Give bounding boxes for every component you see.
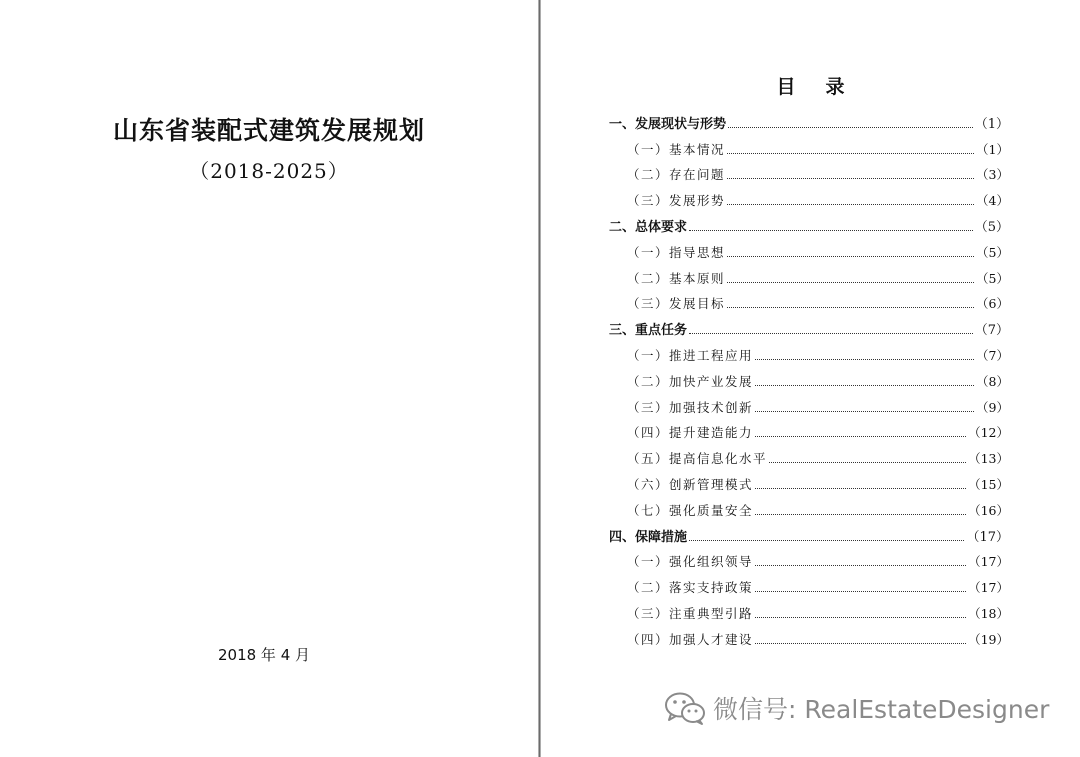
cover-title: 山东省装配式建筑发展规划 (112, 116, 425, 145)
toc-item-title: （二）落实支持政策 (627, 580, 754, 596)
watermark-text: 微信号: RealEstateDesigner (713, 695, 1050, 724)
toc-page-number: （19） (968, 631, 1009, 647)
toc-page-number: （7） (976, 347, 1009, 363)
toc-item (609, 183, 1009, 209)
toc-item (609, 132, 1009, 158)
toc-leader-dots (689, 229, 973, 231)
toc-leader-dots (755, 590, 966, 592)
toc-page-number: （4） (976, 193, 1009, 209)
toc-item (609, 390, 1009, 416)
toc-leader-dots (689, 539, 964, 541)
toc-leader-dots (727, 203, 974, 205)
toc-item (609, 519, 1009, 545)
toc-item-title: （三）注重典型引路 (627, 605, 754, 621)
toc-leader-dots (727, 177, 974, 179)
toc-page-number: （17） (968, 580, 1009, 596)
toc-page-number: （12） (968, 425, 1009, 441)
toc-page-number: （15） (968, 476, 1009, 492)
toc-leader-dots (755, 616, 966, 618)
toc-item-title: 二、总体要求 (609, 219, 688, 235)
toc-leader-dots (727, 281, 974, 283)
toc-item-title: （六）创新管理模式 (627, 476, 754, 492)
toc-item (609, 158, 1009, 184)
toc-item (609, 493, 1009, 519)
toc-item-title: 四、保障措施 (609, 529, 688, 545)
toc-item-title: （一）推进工程应用 (627, 347, 754, 363)
toc-item-title: （三）发展目标 (627, 296, 726, 312)
toc-title: 目录 (776, 76, 875, 98)
toc-item-title: （一）强化组织领导 (627, 554, 754, 570)
toc-item-title: 一、发展现状与形势 (609, 116, 727, 132)
toc-item-title: （三）加强技术创新 (627, 399, 754, 415)
toc-leader-dots (755, 435, 966, 437)
toc-item-title: （五）提高信息化水平 (627, 451, 768, 467)
toc-leader-dots (755, 358, 974, 360)
toc-page-number: （5） (976, 270, 1009, 286)
toc-leader-dots (689, 332, 973, 334)
toc-page-number: （17） (966, 529, 1009, 545)
toc-item (609, 209, 1009, 235)
toc-leader-dots (727, 306, 974, 308)
toc-item-title: （七）强化质量安全 (627, 502, 754, 518)
toc-leader-dots (727, 255, 974, 257)
toc-item (609, 467, 1009, 493)
toc-list (609, 106, 1009, 648)
toc-item-title: （二）加快产业发展 (627, 373, 754, 389)
watermark (663, 690, 1049, 726)
toc-leader-dots (755, 513, 966, 515)
toc-leader-dots (755, 564, 966, 566)
toc-item (609, 622, 1009, 648)
toc-page-number: （7） (974, 323, 1009, 339)
toc-item-title: （四）提升建造能力 (627, 425, 754, 441)
toc-item (609, 545, 1009, 571)
toc-leader-dots (755, 487, 966, 489)
toc-item (609, 235, 1009, 261)
toc-item-title: （二）基本原则 (627, 270, 726, 286)
cover-date: 2018 年 4 月 (217, 646, 311, 664)
toc-item (609, 338, 1009, 364)
toc-item-title: （三）发展形势 (627, 193, 726, 209)
toc-item-title: 三、重点任务 (609, 323, 688, 339)
toc-item (609, 441, 1009, 467)
toc-item (609, 596, 1009, 622)
toc-leader-dots (769, 461, 966, 463)
toc-leader-dots (755, 410, 974, 412)
cover-page (0, 0, 538, 757)
toc-item-title: （四）加强人才建设 (627, 631, 754, 647)
toc-item-title: （一）指导思想 (627, 244, 726, 260)
toc-page-number: （1） (976, 141, 1009, 157)
toc-page-number: （3） (976, 167, 1009, 183)
toc-item (609, 364, 1009, 390)
toc-page-number: （6） (976, 296, 1009, 312)
wechat-icon (663, 690, 707, 726)
toc-item (609, 106, 1009, 132)
toc-page (541, 0, 1080, 757)
toc-item (609, 416, 1009, 442)
toc-leader-dots (755, 384, 974, 386)
toc-page-number: （13） (968, 451, 1009, 467)
toc-page-number: （9） (976, 399, 1009, 415)
toc-page-number: （1） (974, 116, 1009, 132)
toc-page-number: （18） (968, 605, 1009, 621)
toc-page-number: （5） (974, 219, 1009, 235)
toc-page-number: （5） (976, 244, 1009, 260)
toc-page-number: （16） (968, 502, 1009, 518)
toc-item (609, 312, 1009, 338)
toc-item-title: （二）存在问题 (627, 167, 726, 183)
cover-period: （2018-2025） (189, 159, 349, 183)
toc-leader-dots (755, 642, 966, 644)
toc-leader-dots (728, 126, 973, 128)
toc-page-number: （17） (968, 554, 1009, 570)
toc-page-number: （8） (976, 373, 1009, 389)
toc-item (609, 287, 1009, 313)
toc-item (609, 570, 1009, 596)
toc-item (609, 261, 1009, 287)
toc-item-title: （一）基本情况 (627, 141, 726, 157)
toc-leader-dots (727, 152, 974, 154)
